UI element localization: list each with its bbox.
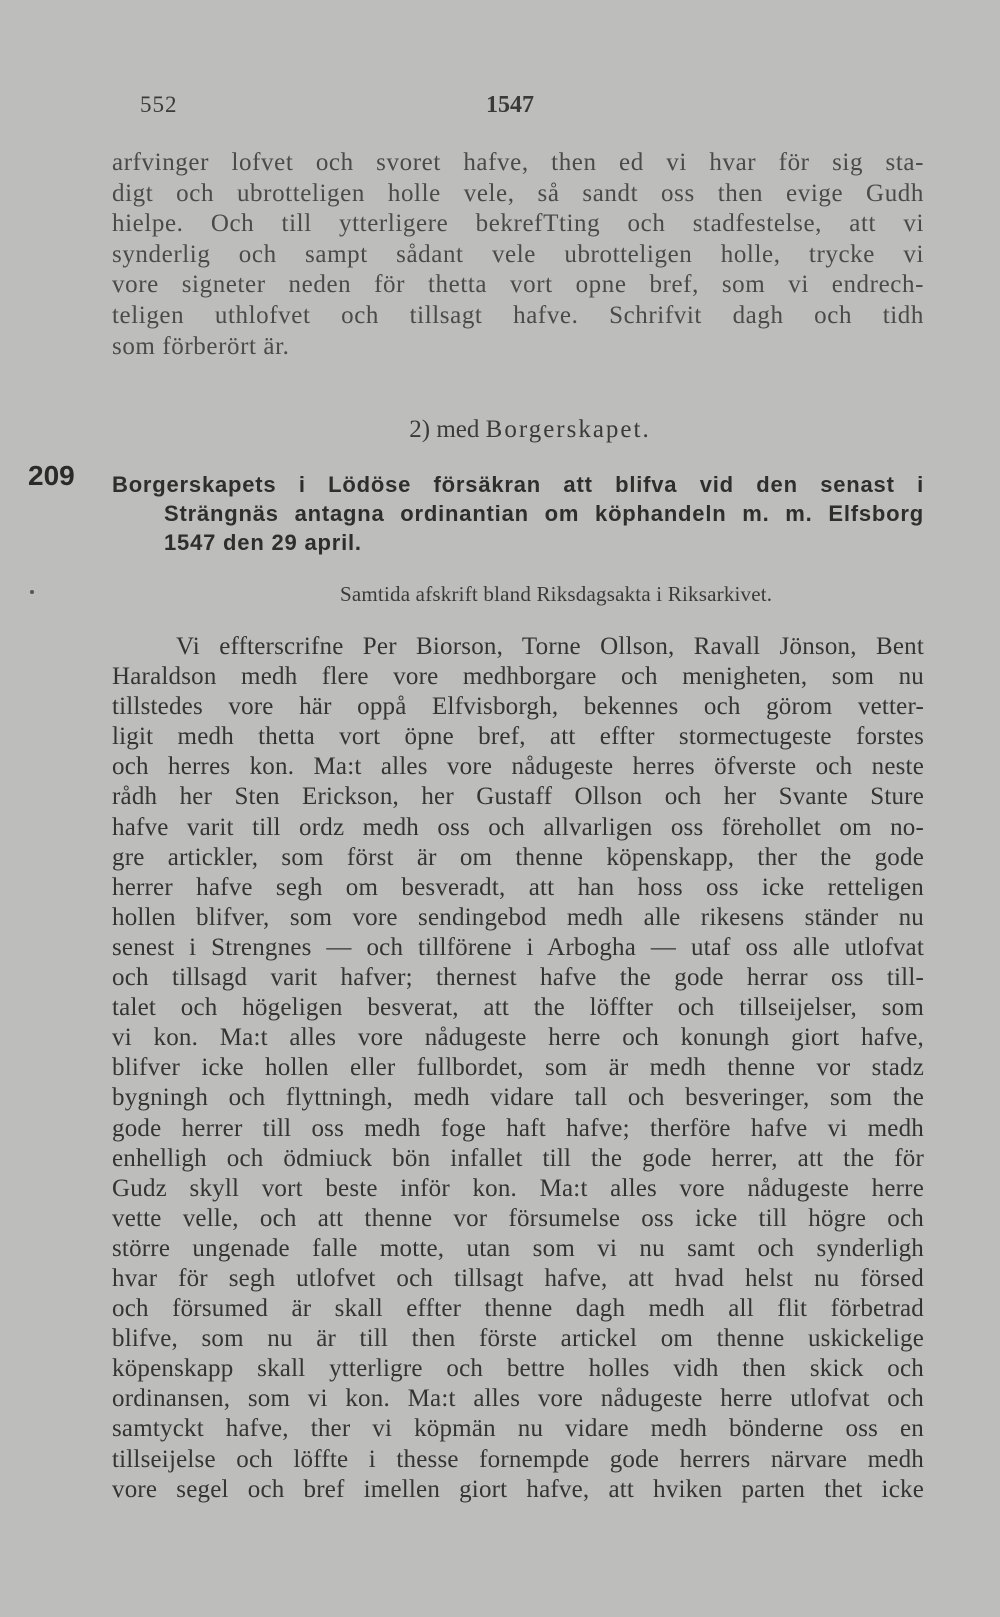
document-title bbox=[112, 470, 924, 557]
text-line: som förberört är. bbox=[112, 332, 290, 360]
text-line: och tillsagd varit hafver; thernest hafve the gode herrar oss till- bbox=[112, 964, 924, 992]
text-line: och försumed är skall effter thenne dagh medh all flit förbetrad bbox=[112, 1295, 924, 1323]
text-line: senest i Strengnes — och tillförene i Arbogha — utaf oss alle utlofvat bbox=[112, 933, 924, 961]
text-line: samtyckt hafve, ther vi köpmän nu vidare medh bönderne oss en bbox=[112, 1415, 924, 1443]
section-name: Borgerskapet. bbox=[485, 416, 651, 443]
text-line: vi kon. Ma:t alles vore nådugeste herre och konungh giort hafve, bbox=[112, 1024, 924, 1052]
text-line: ordinansen, som vi kon. Ma:t alles vore nådugeste herre utlofvat och bbox=[112, 1385, 924, 1413]
text-line: teligen uthlofvet och tillsagt hafve. Schrifvit dagh och tidh bbox=[112, 301, 924, 329]
text-line: hvar för segh utlofvet och tillsagt hafve, att hvad helst nu försed bbox=[112, 1264, 924, 1292]
section-heading bbox=[0, 416, 1000, 444]
text-line: gre artickler, som först är om thenne köpenskapp, ther the gode bbox=[112, 843, 924, 871]
text-line: vore segel och bref imellen giort hafve, att hviken parten thet icke bbox=[112, 1475, 924, 1503]
page-number: 552 bbox=[140, 92, 178, 117]
text-line: bygningh och flyttningh, medh vidare tall och besveringer, som the bbox=[112, 1084, 924, 1112]
title-line: Borgerskapets i Lödöse försäkran att blifva vid den senast i bbox=[112, 472, 924, 497]
text-line: Haraldson medh flere vore medhborgare och menigheten, som nu bbox=[112, 663, 924, 691]
body-paragraph bbox=[112, 632, 924, 1505]
text-line: Gudz skyll vort beste inför kon. Ma:t alles vore nådugeste herre bbox=[112, 1174, 924, 1202]
text-line: gode herrer till oss medh foge haft hafve; therföre hafve vi medh bbox=[112, 1114, 924, 1142]
text-line: digt och ubrotteligen holle vele, så sandt oss then evige Gudh bbox=[112, 179, 924, 207]
text-line: Vi effterscrifne Per Biorson, Torne Ollson, Ravall Jönson, Bent bbox=[176, 633, 924, 660]
text-line: tillstedes vore här oppå Elfvisborgh, bekennes och görom vetter- bbox=[112, 693, 924, 721]
stray-mark bbox=[30, 590, 34, 594]
text-line: hollen blifver, som vore sendingebod medh alle rikesens ständer nu bbox=[112, 903, 924, 931]
text-line: talet och högeligen besverat, att the löffter och tillseijelser, som bbox=[112, 994, 924, 1022]
text-line: enhelligh och ödmiuck bön infallet till the gode herrer, att the för bbox=[112, 1144, 924, 1172]
text-line: blifver icke hollen eller fullbordet, som är medh thenne vor stadz bbox=[112, 1054, 924, 1082]
running-head-year: 1547 bbox=[486, 92, 534, 118]
text-line: vette velle, och att thenne vor försumelse oss icke till högre och bbox=[112, 1204, 924, 1232]
source-note: Samtida afskrift bland Riksdagsakta i Riksarkivet. bbox=[340, 582, 773, 606]
text-line: tillseijelse och löffte i thesse fornempde gode herrers närvare medh bbox=[112, 1445, 924, 1473]
title-line: 1547 den 29 april. bbox=[164, 530, 362, 555]
document-number: 209 bbox=[28, 460, 75, 491]
text-line: synderlig och sampt sådant vele ubrotteligen holle, trycke vi bbox=[112, 240, 924, 268]
title-line: Strängnäs antagna ordinantian om köphandeln m. m. Elfsborg bbox=[164, 501, 924, 526]
text-line: vore signeter neden för thetta vort opne bref, som vi endrech- bbox=[112, 271, 924, 299]
section-number: 2) bbox=[409, 416, 431, 443]
text-line: köpenskapp skall ytterligre och bettre holles vidh then skick och bbox=[112, 1355, 924, 1383]
text-line: blifve, som nu är till then förste artickel om thenne uskickelige bbox=[112, 1325, 924, 1353]
section-prefix: med bbox=[436, 416, 480, 443]
text-line: större ungenade falle motte, utan som vi nu samt och synderligh bbox=[112, 1234, 924, 1262]
text-line: arfvinger lofvet och svoret hafve, then ed vi hvar för sig sta- bbox=[112, 149, 924, 176]
page-header bbox=[140, 92, 920, 132]
text-line: hielpe. Och till ytterligere bekrefTting och stadfestelse, att vi bbox=[112, 210, 924, 238]
text-line: herrer hafve segh om besveradt, att han hoss oss icke retteligen bbox=[112, 873, 924, 901]
intro-paragraph bbox=[112, 148, 924, 362]
text-line: ligit medh thetta vort öpne bref, att effter stormectugeste forstes bbox=[112, 723, 924, 751]
text-line: rådh her Sten Erickson, her Gustaff Ollson och her Svante Sture bbox=[112, 783, 924, 811]
text-line: och herres kon. Ma:t alles vore nådugeste herres öfverste och neste bbox=[112, 753, 924, 781]
text-line: hafve varit till ordz medh oss och allvarligen oss förehollet om no- bbox=[112, 813, 924, 841]
